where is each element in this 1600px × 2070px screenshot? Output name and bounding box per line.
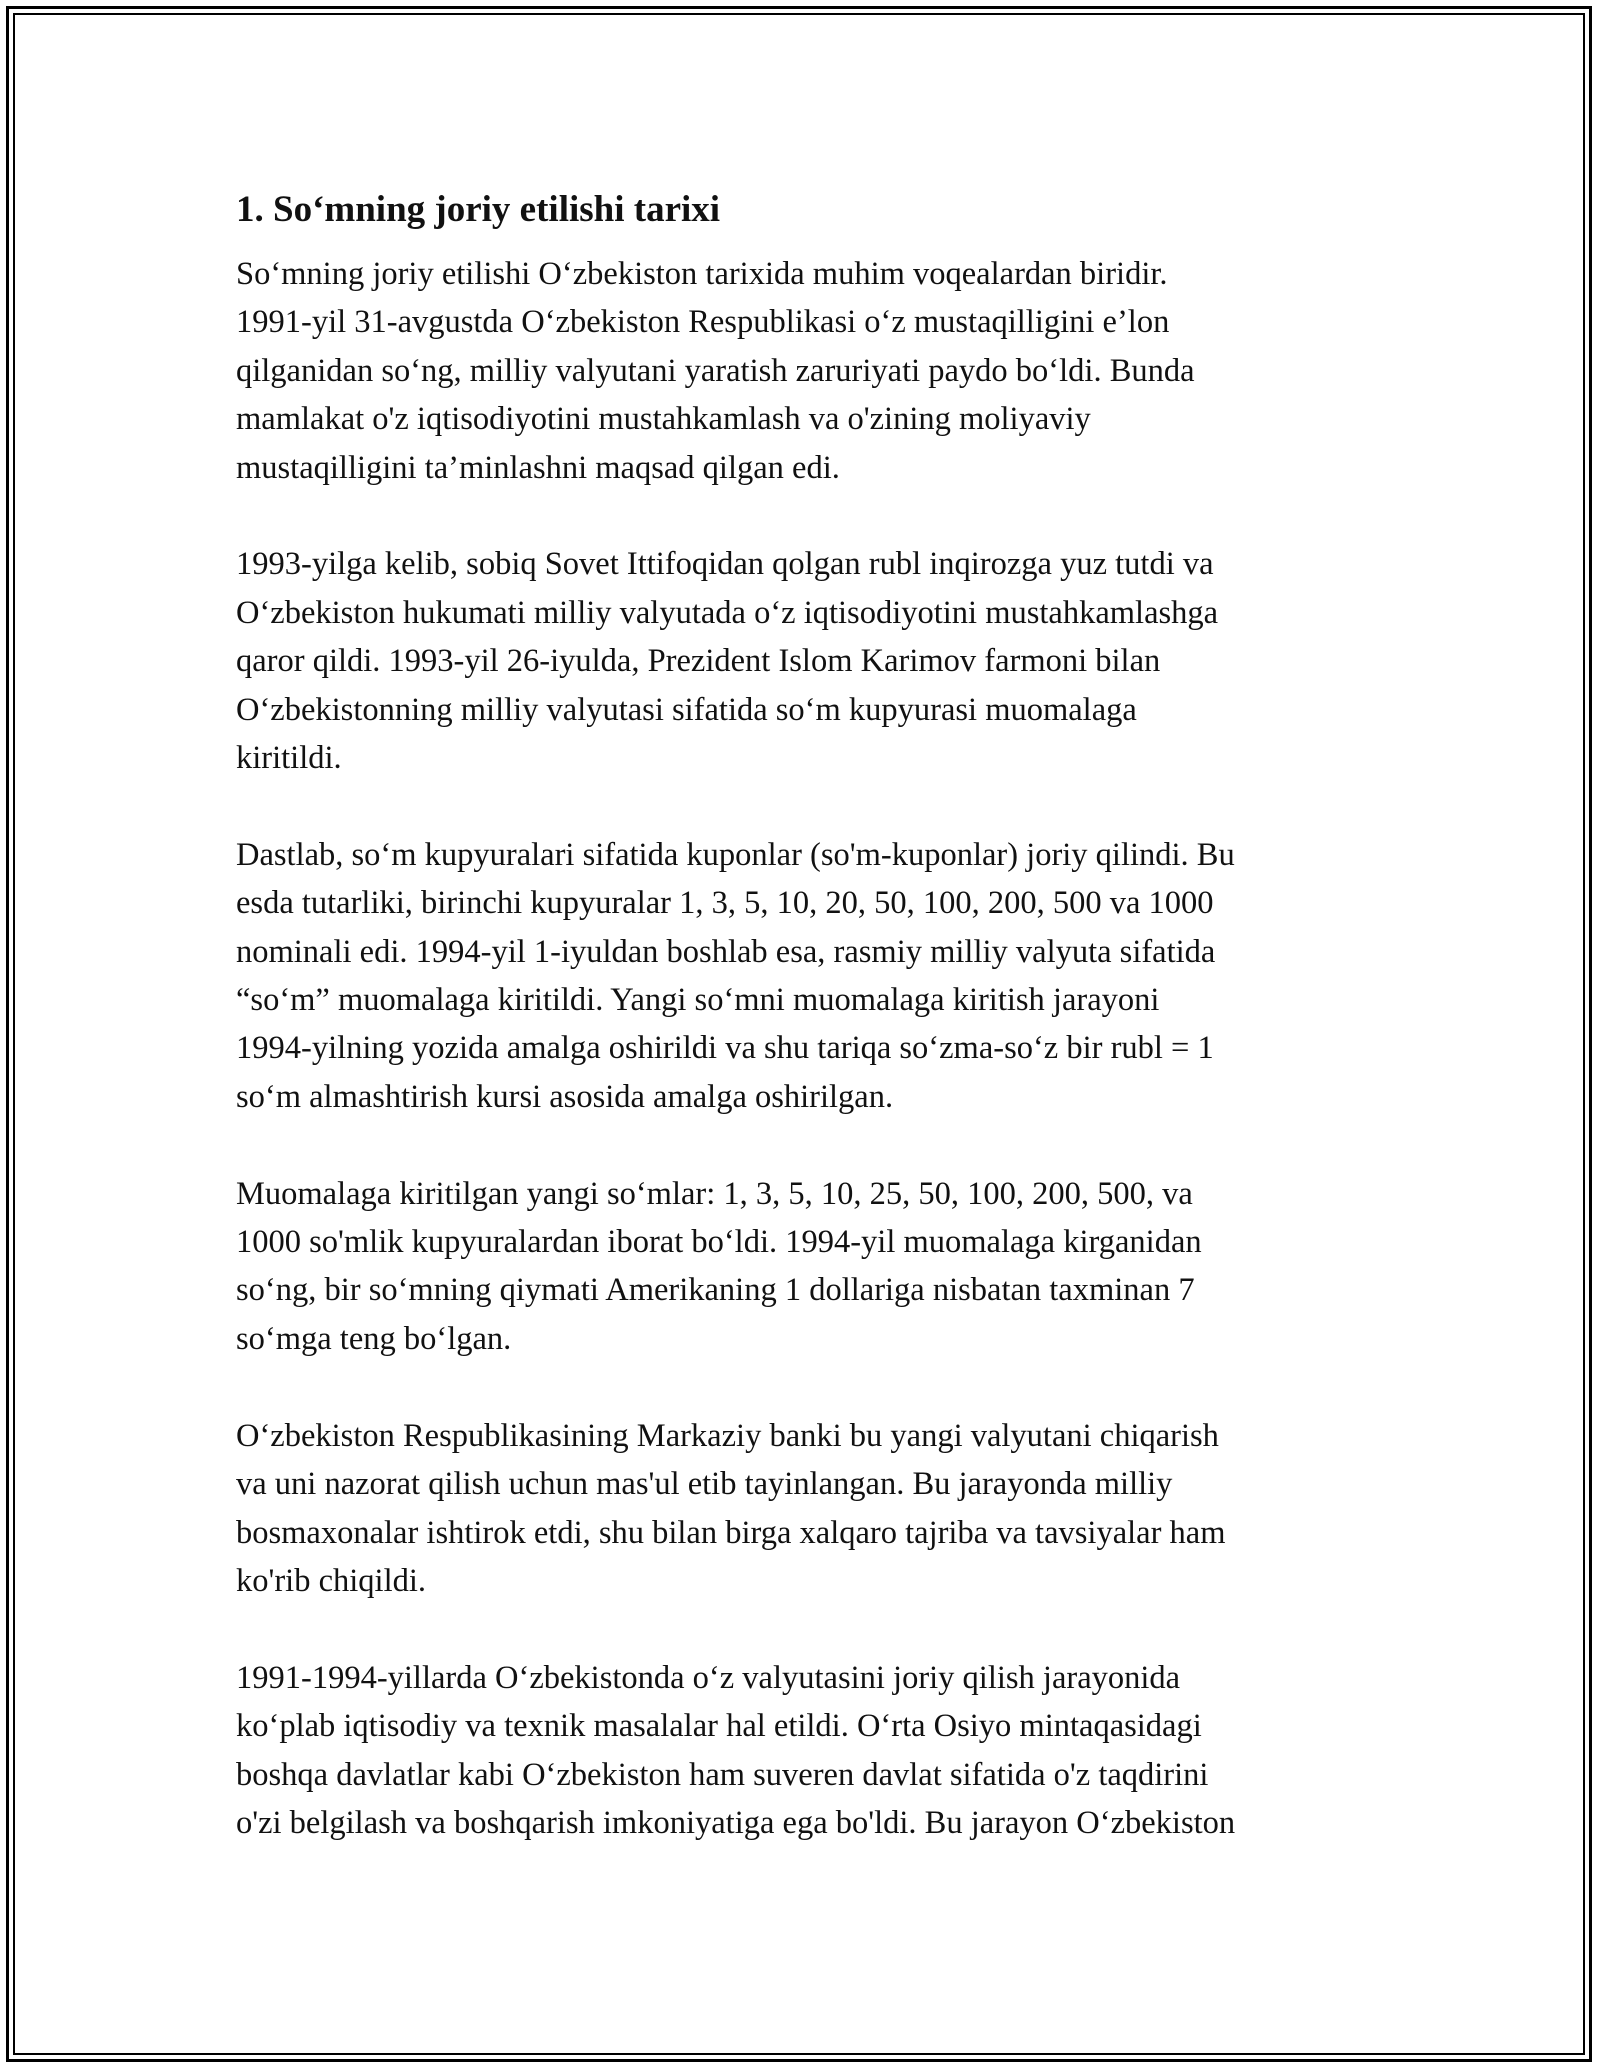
text-line: so‘m almashtirish kursi asosida amalga oshirilgan.: [236, 1078, 894, 1115]
document-body: [236, 186, 1366, 1896]
text-line: ko'rib chiqildi.: [236, 1562, 427, 1599]
text-line: O‘zbekiston Respublikasining Markaziy banki bu yangi valyutani chiqarish: [236, 1417, 1219, 1454]
text-line: 1993-yilga kelib, sobiq Sovet Ittifoqidan qolgan rubl inqirozga yuz tutdi va: [236, 546, 1214, 583]
paragraph: [236, 1170, 1366, 1364]
text-line: qaror qildi. 1993-yil 26-iyulda, Prezident Islom Karimov farmoni bilan: [236, 643, 1161, 680]
paragraph: [236, 250, 1366, 492]
text-line: 1000 so'mlik kupyuralardan iborat bo‘ldi. 1994-yil muomalaga kirganidan: [236, 1224, 1202, 1261]
text-line: kiritildi.: [236, 740, 342, 777]
text-line: bosmaxonalar ishtirok etdi, shu bilan birga xalqaro tajriba va tavsiyalar ham: [236, 1514, 1226, 1551]
text-line: qilganidan so‘ng, milliy valyutani yaratish zaruriyati paydo bo‘ldi. Bunda: [236, 352, 1195, 389]
text-line: o'zi belgilash va boshqarish imkoniyatiga ega bo'ldi. Bu jarayon O‘zbekiston: [236, 1804, 1236, 1841]
paragraph: [236, 1654, 1366, 1848]
text-line: 1994-yilning yozida amalga oshirildi va shu tariqa so‘zma-so‘z bir rubl = 1: [236, 1030, 1214, 1067]
text-line: Dastlab, so‘m kupyuralari sifatida kuponlar (so'm-kuponlar) joriy qilindi. Bu: [236, 836, 1235, 873]
section-title: 1. So‘mning joriy etilishi tarixi: [236, 189, 721, 230]
paragraph: [236, 831, 1366, 1121]
text-line: boshqa davlatlar kabi O‘zbekiston ham suveren davlat sifatida o'z taqdirini: [236, 1756, 1209, 1793]
text-line: “so‘m” muomalaga kiritildi. Yangi so‘mni muomalaga kiritish jarayoni: [236, 982, 1160, 1019]
text-line: 1991-1994-yillarda O‘zbekistonda o‘z valyutasini joriy qilish jarayonida: [236, 1659, 1181, 1696]
text-line: ko‘plab iqtisodiy va texnik masalalar hal etildi. O‘rta Osiyo mintaqasidagi: [236, 1708, 1202, 1745]
text-line: 1991-yil 31-avgustda O‘zbekiston Respublikasi o‘z mustaqilligini e’lon: [236, 304, 1170, 341]
text-line: so‘mga teng bo‘lgan.: [236, 1320, 512, 1357]
text-line: esda tutarliki, birinchi kupyuralar 1, 3, 5, 10, 20, 50, 100, 200, 500 va 1000: [236, 885, 1214, 922]
text-line: va uni nazorat qilish uchun mas'ul etib tayinlangan. Bu jarayonda milliy: [236, 1466, 1173, 1503]
text-line: mustaqilligini ta’minlashni maqsad qilgan edi.: [236, 449, 840, 486]
text-line: mamlakat o'z iqtisodiyotini mustahkamlash va o'zining moliyaviy: [236, 401, 1091, 438]
text-line: nominali edi. 1994-yil 1-iyuldan boshlab esa, rasmiy milliy valyuta sifatida: [236, 933, 1216, 970]
paragraph: [236, 540, 1366, 782]
text-line: Muomalaga kiritilgan yangi so‘mlar: 1, 3, 5, 10, 25, 50, 100, 200, 500, va: [236, 1175, 1193, 1212]
text-line: so‘ng, bir so‘mning qiymati Amerikaning 1 dollariga nisbatan taxminan 7: [236, 1272, 1195, 1309]
text-line: So‘mning joriy etilishi O‘zbekiston tarixida muhim voqealardan biridir.: [236, 256, 1168, 292]
text-line: O‘zbekiston hukumati milliy valyutada o‘z iqtisodiyotini mustahkamlashga: [236, 594, 1219, 631]
text-line: O‘zbekistonning milliy valyutasi sifatida so‘m kupyurasi muomalaga: [236, 691, 1137, 728]
paragraph: [236, 1412, 1366, 1606]
